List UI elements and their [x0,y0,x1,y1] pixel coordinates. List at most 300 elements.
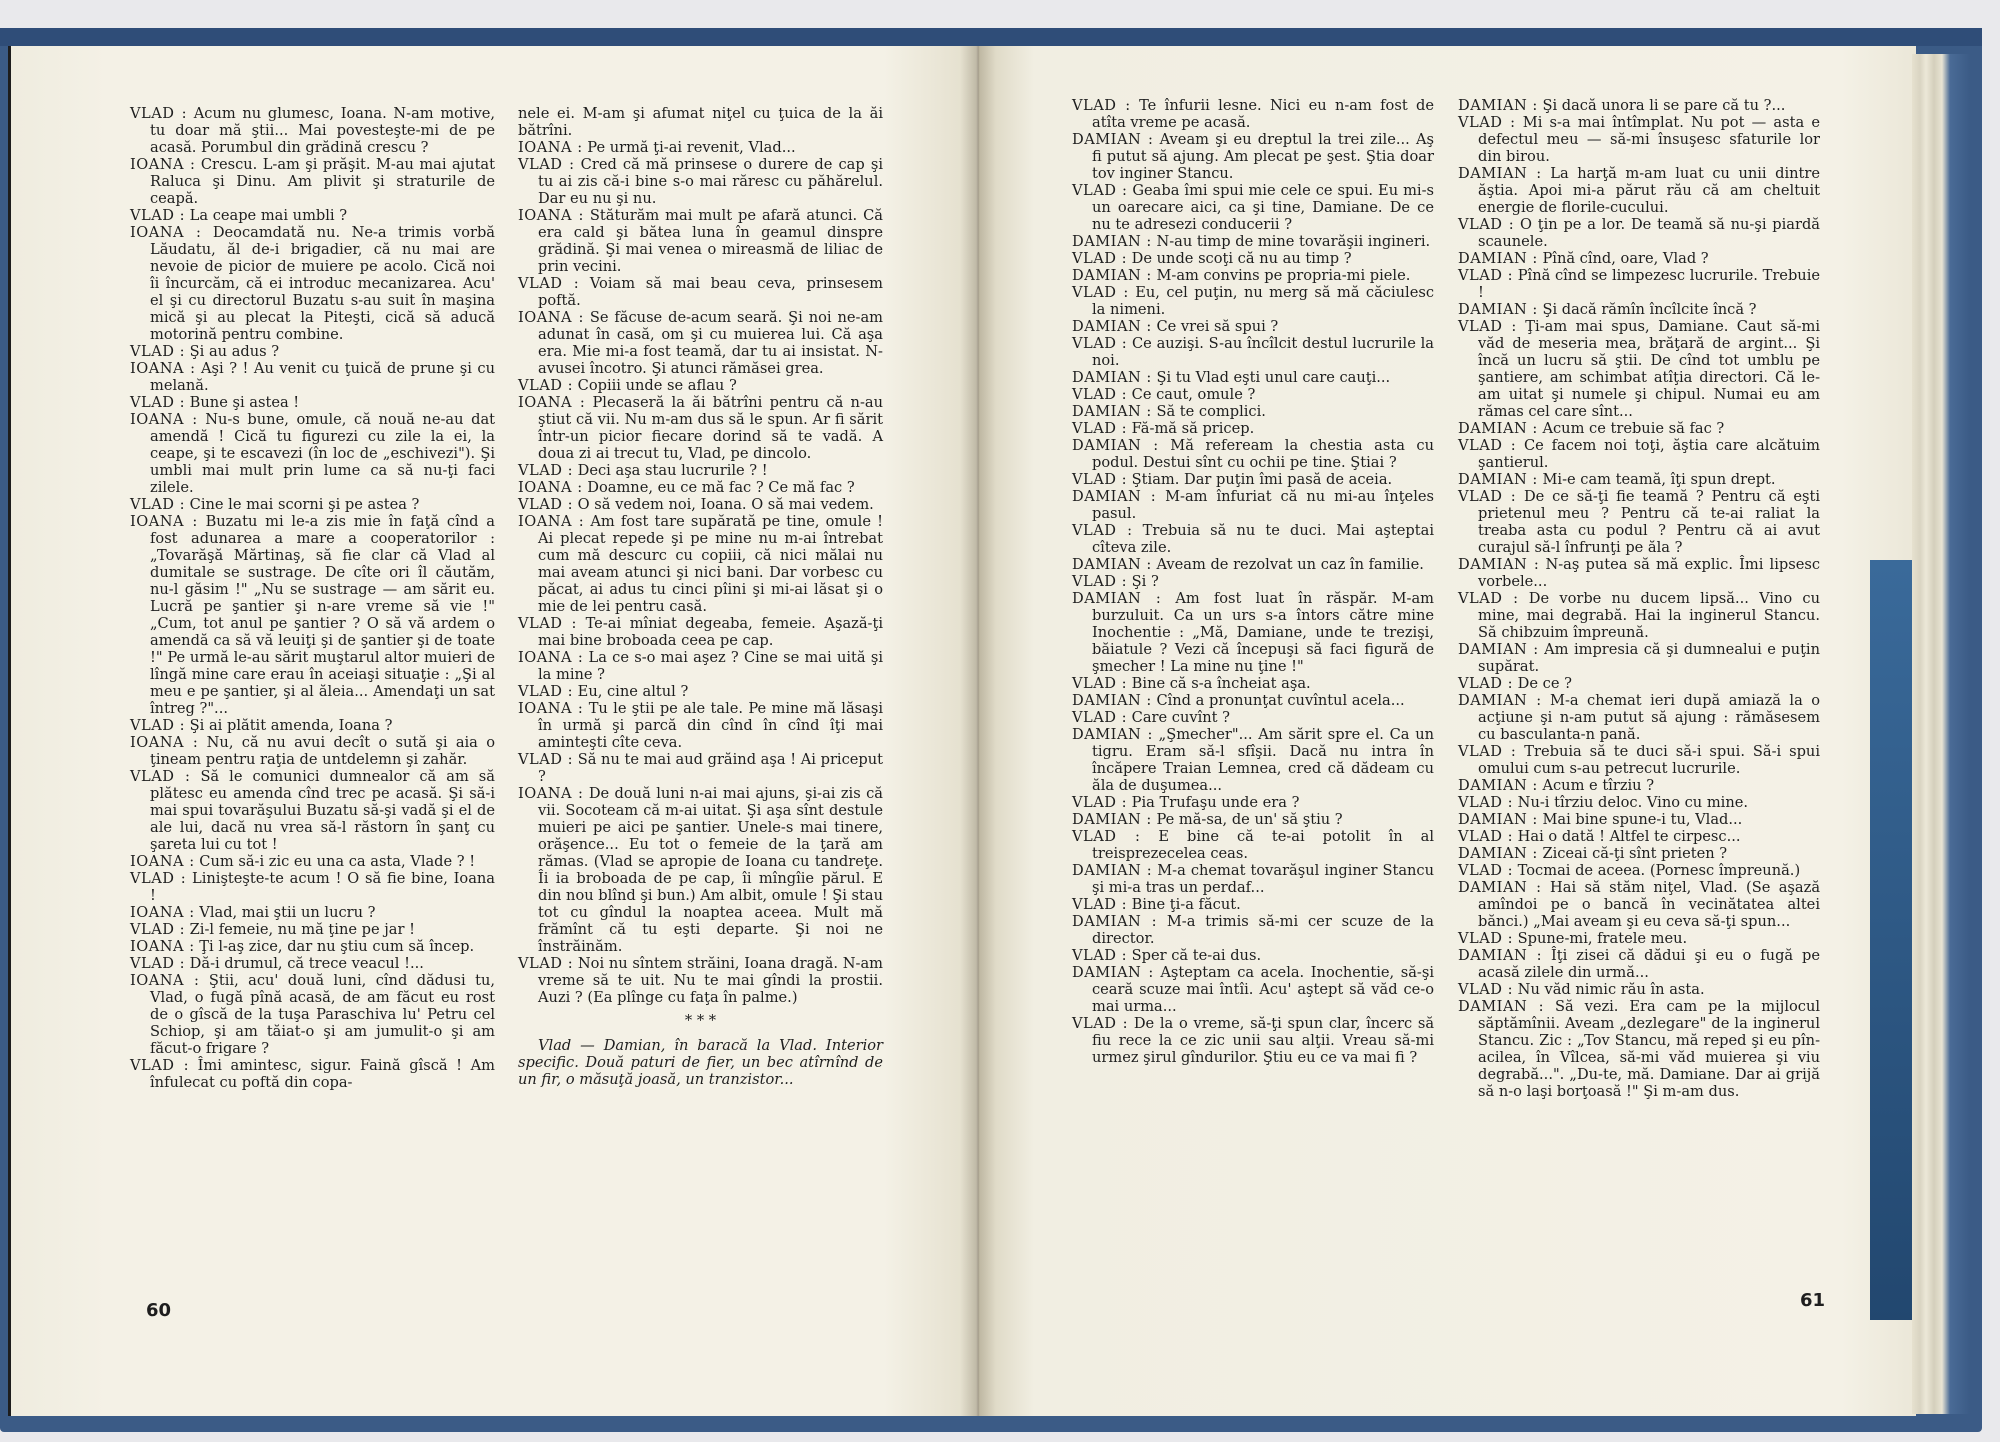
dialogue-line [1072,284,1434,318]
dialogue-text: M-a trimis să-mi cer scuze de la director. [1092,913,1434,947]
dialogue-text: Bune şi astea ! [189,394,300,411]
bookmark-strip [1870,560,1916,1320]
dialogue-line [130,734,495,768]
speaker-name: DAMIAN : [1458,811,1538,828]
dialogue-line [518,700,883,751]
dialogue-text: Stăturăm mai mult pe afară atunci. Că era cald şi bătea luna în geamul dinspre grădină. Şi mai venea o mireasmă de liliac de prin vecini. [538,207,884,275]
dialogue-text: E bine că te-ai potolit în al treisprezecelea ceas. [1092,828,1435,862]
dialogue-line [1458,250,1820,267]
dialogue-line [1072,1015,1434,1066]
dialogue-text: La ce s-o mai aşez ? Cine se mai uită şi la mine ? [538,649,883,683]
speaker-name: VLAD : [1072,335,1128,352]
dialogue-text: Să vezi. Era cam pe la mijlocul săptămînii. Aveam „dezlegare" de la inginerul Stancu. Zic : „Tov Stancu, mă reped şi eu pîn-acilea, în Vîlcea, să-mi văd muierea şi viu degrabă...". „Du-te, mă. Damiane. Dar ai grijă să n-o laşi borţoasă !" Şi m-am dus. [1478,998,1821,1100]
dialogue-text: Plecaseră la ăi bătrîni pentru că n-au ştiut că vii. Nu m-am dus să le spun. Ar fi sărit într-un picior fiecare dorind să te vadă. A doua zi ai trecut tu, Vlad, pe dincolo. [538,394,883,462]
speaker-name: IOANA : [130,904,195,921]
dialogue-line [518,751,883,785]
speaker-name: VLAD : [1458,590,1519,607]
dialogue-text: Ţi l-aş zice, dar nu ştiu cum să încep. [199,938,475,955]
speaker-name: VLAD : [1072,573,1128,590]
dialogue-line [1072,811,1434,828]
dialogue-text: Cred că mă prinsese o durere de cap şi tu ai zis că-i bine s-o mai răresc cu păhărelul. Dar eu nu şi nu. [538,156,884,207]
dialogue-line [1072,471,1434,488]
speaker-name: VLAD : [1458,216,1515,233]
speaker-name: VLAD : [130,870,187,887]
dialogue-text: Tocmai de aceea. (Pornesc împreună.) [1517,862,1801,879]
dialogue-line [1072,318,1434,335]
dialogue-line [130,717,495,734]
dialogue-text: Fă-mă să pricep. [1131,420,1255,437]
dialogue-text: Să te complici. [1156,403,1266,420]
speaker-name: VLAD : [1458,794,1514,811]
speaker-name: VLAD : [1072,709,1128,726]
dialogue-line [1458,845,1820,862]
dialogue-text: Care cuvînt ? [1131,709,1231,726]
speaker-name: IOANA : [130,224,202,241]
dialogue-line [1458,114,1820,165]
speaker-name: DAMIAN : [1458,998,1545,1015]
dialogue-text: Pe mă-sa, de un' să ştiu ? [1156,811,1343,828]
book-cover-top-edge [0,28,1982,46]
speaker-name: DAMIAN : [1072,131,1154,148]
dialogue-text: Eu, cine altul ? [577,683,689,700]
dialogue-line [130,207,495,224]
dialogue-line [518,683,883,700]
dialogue-line [1458,828,1820,845]
speaker-name: DAMIAN : [1072,556,1152,573]
dialogue-text: Mi s-a mai întîmplat. Nu pot — asta e defectul meu — să-mi însuşesc sfaturile lor din birou. [1478,114,1820,165]
dialogue-text: nele ei. M-am şi afumat niţel cu ţuica de la ăi bătrîni. [518,105,883,139]
dialogue-text: Te-ai mîniat degeaba, femeie. Aşază-ţi mai bine broboada ceea pe cap. [538,615,883,649]
speaker-name: VLAD : [1458,267,1514,284]
dialogue-text: Se făcuse de-acum seară. Şi noi ne-am adunat în casă, om şi cu muierea lui. Că aşa era. Mie mi-a fost teamă, dar tu ai insistat. N-avusei încotro. Şi atunci rămăsei grea. [538,309,883,377]
dialogue-text: Trebuia să te duci să-i spui. Să-i spui omului cum s-au petrecut lucrurile. [1478,743,1821,777]
dialogue-text: Noi nu sîntem străini, Ioana dragă. N-am vreme să te uit. Nu te mai gîndi la prostii. Auzi ? (Ea plînge cu faţa în palme.) [538,955,883,1006]
dialogue-text: O ţin pe a lor. De teamă să nu-şi piardă scaunele. [1478,216,1820,250]
dialogue-text: Acum nu glumesc, Ioana. N-am motive, tu doar mă ştii... Mai povesteşte-mi de pe acasă. Porumbul din grădină crescu ? [150,105,496,156]
dialogue-line [1072,403,1434,420]
dialogue-text: Nu-s bune, omule, că nouă ne-au dat amendă ! Cică tu figurezi cu zile la ei, la ceape, şi te escavezi (în loc de „eschivezi"). Şi umbli mai mult prin lume ca să nu-ţi faci zilele. [150,411,496,496]
dialogue-text: Pia Trufaşu unde era ? [1131,794,1300,811]
speaker-name: VLAD : [1072,182,1128,199]
speaker-name: VLAD : [1458,437,1517,454]
dialogue-line [1072,573,1434,590]
dialogue-line [1072,420,1434,437]
dialogue-text: Voiam să mai beau ceva, prinsesem poftă. [538,275,884,309]
dialogue-line [1458,556,1820,590]
dialogue-text: Copiii unde se aflau ? [577,377,737,394]
speaker-name: VLAD : [1072,1015,1129,1032]
dialogue-line [130,156,495,207]
dialogue-line [1072,964,1434,1015]
speaker-name: IOANA : [518,394,586,411]
dialogue-text: O să vedem noi, Ioana. O să mai vedem. [577,496,874,513]
dialogue-line [1072,947,1434,964]
dialogue-line [1458,862,1820,879]
speaker-name: DAMIAN : [1072,913,1157,930]
dialogue-text: Deci aşa stau lucrurile ? ! [577,462,768,479]
speaker-name: IOANA : [130,156,196,173]
dialogue-line [1072,522,1434,556]
speaker-name: VLAD : [130,496,186,513]
speaker-name: DAMIAN : [1458,165,1542,182]
column-1 [130,105,495,1091]
dialogue-line [1072,896,1434,913]
dialogue-text: Acum ce trebuie să fac ? [1542,420,1725,437]
dialogue-text: Cine le mai scorni şi pe astea ? [189,496,420,513]
speaker-name: VLAD : [518,377,574,394]
dialogue-line [130,224,495,343]
dialogue-line [1072,726,1434,794]
speaker-name: VLAD : [1072,947,1128,964]
dialogue-line [130,411,495,496]
dialogue-text: Cum să-i zic eu una ca asta, Vlade ? ! [199,853,476,870]
speaker-name: IOANA : [518,649,584,666]
speaker-name: VLAD : [518,275,580,292]
dialogue-text: Pînă cînd se limpezesc lucrurile. Trebuie ! [1478,267,1820,301]
dialogue-line [130,904,495,921]
dialogue-text: Şi ? [1131,573,1159,590]
speaker-name: DAMIAN : [1072,233,1152,250]
dialogue-text: Ce facem noi toţi, ăştia care alcătuim şantierul. [1478,437,1821,471]
dialogue-line [1458,811,1820,828]
speaker-name: DAMIAN : [1072,369,1152,386]
speaker-name: IOANA : [518,207,584,224]
dialogue-line [130,938,495,955]
dialogue-text: Bine că s-a încheiat aşa. [1131,675,1311,692]
dialogue-text: De două luni n-ai mai ajuns, şi-ai zis că vii. Socoteam că m-ai uitat. Şi aşa sînt destule muieri pe aici pe şantier. Unele-s mai tinere, orăşence... Eu tot o femeie de la ţară am rămas. (Vlad se apropie de Ioana cu tandreţe. Îi ia broboada de pe cap, îi mîngîie părul. E din nou blînd şi bun.) Am albit, omule ! Şi stau tot cu gîndul la noaptea aceea. Mult mă frămînt că tu eşti departe. Şi noi ne înstrăinăm. [538,785,883,955]
speaker-name: VLAD : [1072,828,1141,845]
dialogue-line [1458,216,1820,250]
dialogue-line [518,462,883,479]
speaker-name: DAMIAN : [1072,964,1154,981]
dialogue-line [1072,828,1434,862]
speaker-name: DAMIAN : [1072,590,1162,607]
column-3 [1072,97,1434,1066]
page-number-left: 60 [146,1300,172,1321]
speaker-name: DAMIAN : [1072,811,1152,828]
speaker-name: DAMIAN : [1458,879,1542,896]
speaker-name: VLAD : [518,683,574,700]
speaker-name: VLAD : [130,343,186,360]
dialogue-text: Pe urmă ţi-ai revenit, Vlad... [587,139,796,156]
dialogue-text: Eu, cel puţin, nu merg să mă căciulesc la nimeni. [1092,284,1435,318]
dialogue-text: Şi ai plătit amenda, Ioana ? [189,717,393,734]
dialogue-line [1072,335,1434,369]
dialogue-line [1072,233,1434,250]
dialogue-line [1072,794,1434,811]
speaker-name: VLAD : [1072,284,1129,301]
speaker-name: DAMIAN : [1072,692,1152,709]
dialogue-line [518,394,883,462]
dialogue-line [1458,165,1820,216]
speaker-name: VLAD : [130,717,186,734]
dialogue-line [518,105,883,139]
dialogue-text: Mai bine spune-i tu, Vlad... [1542,811,1743,828]
dialogue-text: Cînd a pronunţat cuvîntul acela... [1156,692,1405,709]
speaker-name: DAMIAN : [1458,641,1539,658]
dialogue-text: Şi tu Vlad eşti unul care cauţi... [1156,369,1391,386]
dialogue-line [1072,488,1434,522]
dialogue-text: Mă refeream la chestia asta cu podul. Destui sînt cu ochii pe tine. Ştiai ? [1092,437,1435,471]
dialogue-text: Te înfurii lesne. Nici eu n-am fost de atîta vreme pe acasă. [1092,97,1435,131]
dialogue-line [130,955,495,972]
dialogue-line [518,309,883,377]
dialogue-line [1458,777,1820,794]
dialogue-text: N-aş putea să mă explic. Îmi lipsesc vorbele... [1478,556,1821,590]
dialogue-text: Am fost tare supărată pe tine, omule ! Ai plecat repede şi pe mine nu m-ai întrebat cum mă descurc cu copiii, că nici mălai nu mai aveam atunci şi nici bani. Dar vorbesc cu păcat, ai adus tu cinci pîini şi mi-ai lăsat şi o mie de lei pentru casă. [538,513,884,615]
speaker-name: DAMIAN : [1072,437,1159,454]
dialogue-text: Spune-mi, fratele meu. [1517,930,1688,947]
dialogue-line [1458,675,1820,692]
dialogue-text: Zi-l femeie, nu mă ţine pe jar ! [189,921,415,938]
dialogue-line [518,649,883,683]
column-2 [518,105,883,1088]
dialogue-text: Şi dacă rămîn încîlcite încă ? [1542,301,1757,318]
dialogue-line [130,768,495,853]
dialogue-text: Nu-i tîrziu deloc. Vino cu mine. [1517,794,1749,811]
dialogue-line [518,139,883,156]
dialogue-text: Să le comunici dumnealor că am să plătesc eu amenda cînd trec pe acasă. Şi să-i mai spui tovarăşului Buzatu să-şi vadă şi el de ale lui, dacă nu vrea să-l răstorn în şanţ cu şareta lui cu tot ! [150,768,495,853]
dialogue-text: Buzatu mi le-a zis mie în faţă cînd a fost adunarea a mare a cooperatorilor : „Tovarăşă Mărtinaş, să fie clar că Vlad al dumitale se sustrage. De cîte ori îl căutăm, nu-l găsim !" „Nu se sustrage — am sărit eu. Lucră pe şantier şi n-are vreme să vie !" „Cum, tot anul pe şantier ? O să vă ardem o amendă ca să vă leuiţi şi de şantier şi de toate !" Pe urmă le-au sărit muştarul altor muieri de lîngă mine care erau în aceiaşi situaţie : „Şi al meu e pe şantier, şi al ăleia... Amendaţi un sat întreg ?"... [150,513,495,717]
dialogue-line [130,853,495,870]
speaker-name: VLAD : [518,462,574,479]
speaker-name: VLAD : [130,394,186,411]
speaker-name: IOANA : [130,513,198,530]
dialogue-line [1458,998,1820,1100]
dialogue-text: Ce caut, omule ? [1131,386,1256,403]
dialogue-line [1072,267,1434,284]
dialogue-text: Nu, că nu avui decît o sută şi aia o ţineam pentru raţia de untdelemn şi zahăr. [150,734,495,768]
speaker-name: VLAD : [130,1057,189,1074]
dialogue-text: Aveam şi eu dreptul la trei zile... Aş fi putut să ajung. Am plecat pe şest. Ştia doar tov inginer Stancu. [1092,131,1434,182]
speaker-name: VLAD : [1072,794,1128,811]
speaker-name: IOANA : [518,700,584,717]
speaker-name: VLAD : [1072,386,1128,403]
speaker-name: VLAD : [518,955,574,972]
dialogue-text: Tu le ştii pe ale tale. Pe mine mă lăsaşi în urmă şi parcă din cînd în cînd îţi mai aminteşti cîte ceva. [538,700,883,751]
dialogue-line [130,394,495,411]
dialogue-line [130,513,495,717]
speaker-name: DAMIAN : [1458,97,1538,114]
stage-direction: Vlad — Damian, în baracă la Vlad. Interior specific. Două paturi de fier, un bec atîrnînd de un fir, o măsuţă joasă, un tranzistor... [518,1037,883,1088]
dialogue-line [130,921,495,938]
speaker-name: VLAD : [1072,420,1128,437]
dialogue-line [1458,879,1820,930]
speaker-name: VLAD : [1458,114,1516,131]
dialogue-line [1458,930,1820,947]
speaker-name: VLAD : [130,105,188,122]
dialogue-line [130,870,495,904]
dialogue-text: Hai să stăm niţel, Vlad. (Se aşază amîndoi pe o bancă în vecinătatea altei bănci.) „Mai aveam şi eu ceva să-ţi spun... [1478,879,1821,930]
speaker-name: VLAD : [1072,250,1128,267]
dialogue-text: Trebuia să nu te duci. Mai aşteptai cîteva zile. [1092,522,1434,556]
speaker-name: DAMIAN : [1072,318,1152,335]
speaker-name: VLAD : [1072,675,1128,692]
dialogue-line [518,275,883,309]
dialogue-text: Îţi zisei că dădui şi eu o fugă pe acasă zilele din urmă... [1478,947,1821,981]
speaker-name: DAMIAN : [1458,777,1538,794]
dialogue-text: Pînă cînd, oare, Vlad ? [1542,250,1709,267]
dialogue-line [1072,913,1434,947]
dialogue-line [130,972,495,1057]
dialogue-text: La harţă m-am luat cu unii dintre ăştia. Apoi mi-a părut rău că am cheltuit energie de florile-cucului. [1478,165,1821,216]
speaker-name: DAMIAN : [1458,845,1538,862]
dialogue-line [1458,437,1820,471]
speaker-name: VLAD : [1458,828,1514,845]
dialogue-line [518,955,883,1006]
dialogue-line [1458,590,1820,641]
dialogue-line [1458,981,1820,998]
speaker-name: VLAD : [130,921,186,938]
dialogue-line [518,479,883,496]
speaker-name: DAMIAN : [1458,301,1538,318]
dialogue-line [1458,794,1820,811]
dialogue-text: Bine ţi-a făcut. [1131,896,1241,913]
dialogue-line [518,513,883,615]
dialogue-line [1072,250,1434,267]
speaker-name: VLAD : [518,156,575,173]
speaker-name: DAMIAN : [1072,267,1152,284]
speaker-name: DAMIAN : [1458,250,1538,267]
speaker-name: VLAD : [518,751,574,768]
dialogue-text: De ce să-ţi fie teamă ? Pentru că eşti prietenul meu ? Pentru că te-ai raliat la treaba asta cu podul ? Pentru că ai avut curajul să-l înfrunţi pe ăla ? [1478,488,1821,556]
dialogue-text: Ce auzişi. S-au încîlcit destul lucrurile la noi. [1092,335,1435,369]
dialogue-line [1458,471,1820,488]
dialogue-text: Deocamdată nu. Ne-a trimis vorbă Lăudatu, ăl de-i brigadier, că nu mai are nevoie de picior de muiere pe acolo. Cică noi îi încurcăm, că ei introduc mecanizarea. Acu' el şi cu directorul Buzatu s-au suit în maşina mică şi au plecat la Piteşti, cică să aducă motorină pentru combine. [150,224,495,343]
speaker-name: DAMIAN : [1072,488,1157,505]
dialogue-line [130,1057,495,1091]
dialogue-text: Îmi amintesc, sigur. Faină gîscă ! Am înfulecat cu poftă din copa- [150,1057,496,1091]
speaker-name: IOANA : [518,479,583,496]
dialogue-text: M-am înfuriat că nu mi-au înţeles pasul. [1092,488,1434,522]
dialogue-text: Hai o dată ! Altfel te cirpesc... [1517,828,1741,845]
speaker-name: VLAD : [1458,981,1514,998]
dialogue-line [1458,743,1820,777]
dialogue-line [130,105,495,156]
dialogue-line [1458,641,1820,675]
dialogue-text: Ziceai că-ţi sînt prieten ? [1542,845,1728,862]
speaker-name: IOANA : [518,309,584,326]
speaker-name: VLAD : [130,768,191,785]
dialogue-text: De la o vreme, să-ţi spun clar, încerc să fiu rece la ce zic unii sau alţii. Vreau să-mi urmez şirul gîndurilor. Ştiu eu ce va mai fi ? [1092,1015,1435,1066]
dialogue-line [518,785,883,955]
speaker-name: VLAD : [1458,930,1514,947]
speaker-name: VLAD : [1458,862,1514,879]
dialogue-line [1072,369,1434,386]
speaker-name: DAMIAN : [1458,692,1542,709]
dialogue-line [1072,97,1434,131]
dialogue-text: Să nu te mai aud grăind aşa ! Ai priceput ? [538,751,884,785]
dialogue-line [1458,318,1820,420]
column-4 [1458,97,1820,1100]
speaker-name: IOANA : [130,972,200,989]
dialogue-text: Nu văd nimic rău în asta. [1517,981,1705,998]
page-number-right: 61 [1800,1290,1826,1311]
speaker-name: IOANA : [518,139,583,156]
dialogue-text: De ce ? [1517,675,1572,692]
dialogue-text: Dă-i drumul, că trece veacul !... [189,955,424,972]
dialogue-text: Ştiam. Dar puţin îmi pasă de aceia. [1131,471,1393,488]
dialogue-line [1072,675,1434,692]
dialogue-text: Şi au adus ? [189,343,280,360]
dialogue-text: Linişteşte-te acum ! O să fie bine, Ioana ! [150,870,496,904]
dialogue-line [1072,590,1434,675]
dialogue-text: Ştii, acu' două luni, cînd dădusi tu, Vlad, o fugă pînă acasă, de am făcut eu rost de o gîscă de la tuşa Paraschiva lu' Petru cel Schiop, şi am tăiat-o şi am jumulit-o şi am făcut-o frigare ? [150,972,495,1057]
speaker-name: VLAD : [1072,522,1133,539]
dialogue-line [1072,692,1434,709]
dialogue-line [518,156,883,207]
dialogue-line [1458,301,1820,318]
scene-divider: * * * [684,1012,717,1029]
dialogue-text: Acum e tîrziu ? [1542,777,1655,794]
speaker-name: IOANA : [518,513,585,530]
speaker-name: DAMIAN : [1458,556,1540,573]
dialogue-line [518,496,883,513]
speaker-name: IOANA : [130,734,199,751]
dialogue-text: Mi-e cam teamă, îţi spun drept. [1542,471,1776,488]
speaker-name: VLAD : [1072,471,1128,488]
dialogue-text: Şi dacă unora li se pare că tu ?... [1542,97,1786,114]
dialogue-text: Aşteptam ca acela. Inochentie, să-şi ceară scuze mai întîi. Acu' aştept să văd ce-o mai urma... [1092,964,1435,1015]
dialogue-line [1072,182,1434,233]
speaker-name: DAMIAN : [1072,862,1153,879]
speaker-name: DAMIAN : [1072,726,1153,743]
dialogue-line [130,343,495,360]
dialogue-line [1072,131,1434,182]
dialogue-text: La ceape mai umbli ? [189,207,348,224]
dialogue-text: De vorbe nu ducem lipsă... Vino cu mine, mai degrabă. Hai la inginerul Stancu. Să chibzuim împreună. [1478,590,1820,641]
dialogue-line [1458,97,1820,114]
speaker-name: IOANA : [130,411,198,428]
speaker-name: IOANA : [130,938,195,955]
speaker-name: VLAD : [518,615,577,632]
dialogue-line [1458,692,1820,743]
dialogue-line [1458,947,1820,981]
dialogue-text: Ţi-am mai spus, Damiane. Caut să-mi văd de meseria mea, brăţară de argint... Şi încă un lucru să ştii. De cînd tot umblu pe şantiere, am schimbat atîţia directori. Că le-am uitat şi numele şi chipul. Numai eu am rămas cel care sînt... [1478,318,1821,420]
speaker-name: DAMIAN : [1458,420,1538,437]
dialogue-text: De unde scoţi că nu au timp ? [1131,250,1352,267]
dialogue-line [1072,437,1434,471]
dialogue-text: N-au timp de mine tovarăşii ingineri. [1156,233,1431,250]
speaker-name: DAMIAN : [1072,403,1152,420]
dialogue-text: Vlad, mai ştii un lucru ? [199,904,376,921]
dialogue-text: Aşi ? ! Au venit cu ţuică de prune şi cu melană. [150,360,495,394]
dialogue-text: M-a chemat ieri după amiază la o acţiune şi n-am putut să ajung : rămăsesem cu basculanta-n pană. [1478,692,1821,743]
dialogue-line [1072,862,1434,896]
dialogue-text: Crescu. L-am şi prăşit. M-au mai ajutat Raluca şi Dinu. Am plivit şi straturile de ceapă. [150,156,496,207]
speaker-name: VLAD : [1072,896,1128,913]
dialogue-line [518,377,883,394]
dialogue-text: Doamne, eu ce mă fac ? Ce mă fac ? [587,479,855,496]
dialogue-text: Geaba îmi spui mie cele ce spui. Eu mi-s un oarecare aici, ca şi tine, Damiane. De ce nu te adresezi conducerii ? [1092,182,1435,233]
speaker-name: VLAD : [1458,318,1517,335]
dialogue-line [1072,386,1434,403]
dialogue-text: Sper că te-ai dus. [1131,947,1262,964]
dialogue-line [518,615,883,649]
speaker-name: VLAD : [1072,97,1131,114]
dialogue-line [130,360,495,394]
book-gutter [960,46,996,1416]
speaker-name: DAMIAN : [1458,471,1538,488]
dialogue-line [130,496,495,513]
speaker-name: VLAD : [518,496,574,513]
dialogue-text: M-a chemat tovarăşul inginer Stancu şi mi-a tras un perdaf... [1092,862,1434,896]
speaker-name: DAMIAN : [1458,947,1543,964]
speaker-name: VLAD : [1458,488,1517,505]
dialogue-line [1072,556,1434,573]
speaker-name: IOANA : [130,853,195,870]
speaker-name: VLAD : [1458,675,1514,692]
